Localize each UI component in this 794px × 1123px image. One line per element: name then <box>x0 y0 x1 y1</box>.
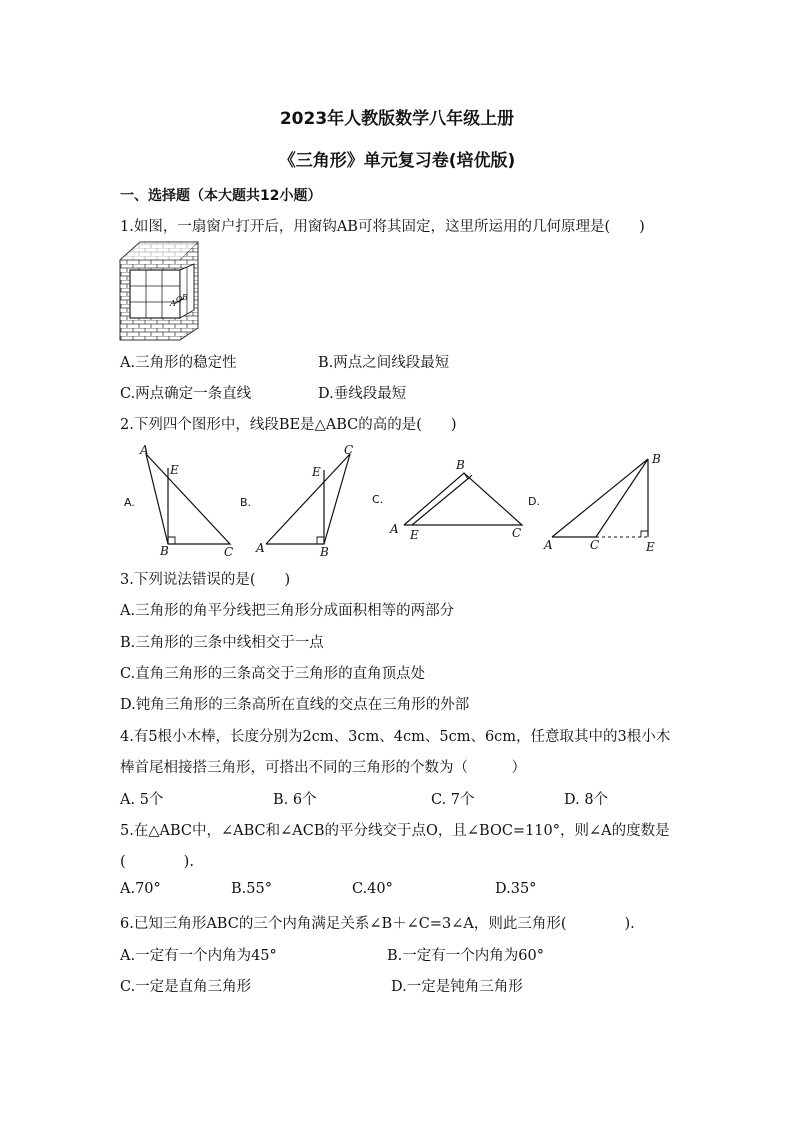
q3-option-b: B.三角形的三条中线相交于一点 <box>120 635 324 651</box>
q1-option-b: B.两点之间线段最短 <box>318 355 450 371</box>
question-5-line1: 5.在△ABC中，∠ABC和∠ACB的平分线交于点O，且∠BOC=110°，则∠A的度数是 <box>120 823 670 839</box>
svg-text:E: E <box>312 465 321 479</box>
svg-text:B: B <box>652 452 661 466</box>
q5-option-c: C.40° <box>352 881 393 897</box>
fig-label-b: B <box>182 293 188 302</box>
q6-option-c: C.一定是直角三角形 <box>120 979 252 995</box>
q3-option-c: C.直角三角形的三条高交于三角形的直角顶点处 <box>120 666 426 682</box>
q4-option-b: B. 6个 <box>273 792 317 808</box>
svg-text:A: A <box>140 443 149 457</box>
q4-option-d: D. 8个 <box>564 792 609 808</box>
svg-text:E: E <box>410 528 419 542</box>
window-figure <box>118 240 202 342</box>
q1-option-d: D.垂线段最短 <box>318 386 407 402</box>
svg-text:B.: B. <box>240 496 252 509</box>
question-1-stem: 1.如图，一扇窗户打开后，用窗钩AB可将其固定，这里所运用的几何原理是( ) <box>120 219 645 235</box>
svg-text:D.: D. <box>528 495 540 508</box>
section-heading: 一、选择题（本大题共12小题） <box>120 188 322 204</box>
q2-figure-b <box>240 440 365 560</box>
page-title: 2023年人教版数学八年级上册 <box>279 109 515 129</box>
question-4-line2: 棒首尾相接搭三角形，可搭出不同的三角形的个数为（ ） <box>120 760 526 776</box>
svg-text:A: A <box>256 541 265 555</box>
svg-text:A: A <box>390 522 399 536</box>
q5-option-b: B.55° <box>231 881 272 897</box>
question-2-stem: 2.下列四个图形中，线段BE是△ABC的高的是( ) <box>120 417 457 433</box>
q6-option-b: B.一定有一个内角为60° <box>387 948 544 964</box>
q3-option-d: D.钝角三角形的三条高所在直线的交点在三角形的外部 <box>120 697 470 713</box>
q1-option-a: A.三角形的稳定性 <box>120 355 237 371</box>
svg-text:B: B <box>160 544 169 558</box>
q4-option-c: C. 7个 <box>431 792 475 808</box>
svg-text:E: E <box>170 463 179 477</box>
svg-text:A.: A. <box>124 496 135 509</box>
q5-option-a: A.70° <box>120 881 161 897</box>
q5-option-d: D.35° <box>495 881 537 897</box>
svg-text:B: B <box>456 458 465 472</box>
q4-option-a: A. 5个 <box>120 792 164 808</box>
question-6-stem: 6.已知三角形ABC的三个内角满足关系∠B＋∠C=3∠A，则此三角形( ). <box>120 916 635 932</box>
svg-text:A: A <box>544 538 553 552</box>
question-3-stem: 3.下列说法错误的是( ) <box>120 572 291 588</box>
q2-figure-a <box>120 440 240 560</box>
svg-text:C.: C. <box>372 493 384 506</box>
svg-text:B: B <box>320 545 329 559</box>
svg-text:C: C <box>512 526 522 540</box>
svg-text:C: C <box>344 443 354 457</box>
q1-option-c: C.两点确定一条直线 <box>120 386 252 402</box>
svg-text:E: E <box>646 540 655 554</box>
fig-label-a: A <box>170 299 176 308</box>
q2-figure-d <box>528 445 678 555</box>
page-subtitle: 《三角形》单元复习卷(培优版) <box>278 151 516 171</box>
svg-text:C: C <box>224 545 234 559</box>
q2-figure-c <box>372 455 532 545</box>
question-4-line1: 4.有5根小木棒，长度分别为2cm、3cm、4cm、5cm、6cm，任意取其中的3根小木 <box>120 729 671 745</box>
q6-option-a: A.一定有一个内角为45° <box>120 948 277 964</box>
q6-option-d: D.一定是钝角三角形 <box>391 979 523 995</box>
svg-text:C: C <box>590 538 600 552</box>
question-5-line2: ( ). <box>120 854 194 870</box>
q3-option-a: A.三角形的角平分线把三角形分成面积相等的两部分 <box>120 603 455 619</box>
fig-label-o: O <box>176 295 183 304</box>
